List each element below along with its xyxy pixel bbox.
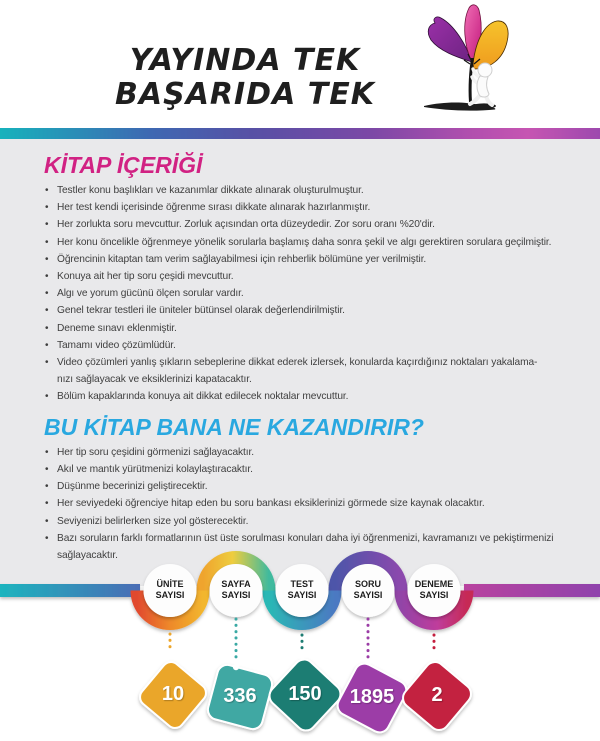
- quill-feathers-logo-icon: [418, 2, 518, 124]
- bullet-item: • Her test kendi içerisinde öğrenme sırası dikkate alınarak hazırlanmıştır.: [44, 201, 576, 215]
- bullet-item: • Her zorlukta soru mevcuttur. Zorluk açısından orta düzeydedir. Zor soru oranı %20'dir.: [44, 218, 576, 232]
- bullet-item: • Tamamı video çözümlüdür.: [44, 339, 576, 353]
- bullet-item: • Bölüm kapaklarında konuya ait dikkat edilecek noktalar mevcuttur.: [44, 390, 576, 404]
- bullet-item: • Deneme sınavı eklenmiştir.: [44, 322, 576, 336]
- bullet-item: • Akıl ve mantık yürütmenizi kolaylaştıracaktır.: [44, 463, 576, 477]
- bullet-item: • Konuya ait her tip soru çeşidi mevcuttur.: [44, 270, 576, 284]
- bullet-item-continuation: sağlayacaktır.: [57, 550, 118, 562]
- stat-value-sayfa: 336: [223, 685, 257, 707]
- bullet-item: • Her konu öncelikle öğrenmeye yönelik sorularla başlamış daha sonra şekil ve algı gerektiren sorulara geçilmiştir.: [44, 236, 576, 250]
- bullet-item: • Testler konu başlıkları ve kazanımlar dikkate alınarak oluşturulmuştur.: [44, 184, 576, 198]
- section-title-kitap-icerigi: KİTAP İÇERİĞİ: [44, 152, 203, 178]
- bullet-item: • Her seviyedeki öğrenciye hitap eden bu soru bankası eksiklerinizi görmede size kaynak olacaktır.: [44, 497, 576, 511]
- stat-label-sayfa: SAYFA SAYISI: [221, 579, 251, 600]
- content-panel: [0, 139, 600, 586]
- stats-ribbon-graphic: [0, 538, 600, 741]
- stat-label-unite: ÜNİTE SAYISI: [155, 579, 185, 600]
- ribbon-bar-left: [0, 584, 140, 597]
- ribbon-bar-right: [464, 584, 600, 597]
- bullet-item: • Seviyenizi belirlerken size yol gösterecektir.: [44, 515, 576, 529]
- title-line-2: BAŞARIDA TEK: [115, 77, 375, 112]
- bullet-item: • Video çözümleri yanlış şıkların sebeplerine dikkat ederek izlersek, konularda kaçırdığınız noktaları yakalama-: [44, 356, 576, 370]
- stat-value-soru: 1895: [349, 686, 395, 708]
- stat-label-deneme: DENEME SAYISI: [414, 579, 454, 600]
- figure-holding-quill: [470, 63, 492, 105]
- bullet-item: • Genel tekrar testleri ile üniteler bütünsel olarak değerlendirilmiştir.: [44, 304, 576, 318]
- bullet-item: • Öğrencinin kitaptan tam verim sağlayabilmesi için rehberlik bölümüne yer verilmiştir.: [44, 253, 576, 267]
- bullet-item: • Algı ve yorum gücünü ölçen sorular vardır.: [44, 287, 576, 301]
- page-title: [90, 44, 400, 112]
- bullet-item: • Düşünme becerinizi geliştirecektir.: [44, 480, 576, 494]
- bullet-item: • Her tip soru çeşidini görmenizi sağlayacaktır.: [44, 446, 576, 460]
- stat-value-deneme: 2: [431, 684, 443, 706]
- stat-label-soru: SORU SAYISI: [353, 579, 383, 600]
- stat-value-test: 150: [288, 683, 322, 705]
- section-title-kazandirir: BU KİTAP BANA NE KAZANDIRIR?: [44, 413, 424, 440]
- stat-label-test: TEST SAYISI: [287, 579, 317, 600]
- bullet-item-continuation: nızı sağlayacak ve eksiklerinizi kapatacaktır.: [57, 374, 252, 386]
- title-line-1: YAYINDA TEK: [129, 43, 361, 78]
- stat-value-unite: 10: [161, 683, 185, 705]
- kitap-icerigi-list: [44, 184, 576, 405]
- rainbow-divider-bar: [0, 128, 600, 139]
- bullet-item: • Bazı soruların farklı formatlarının üst üste sorulması konuları daha iyi öğrenmenizi, kavramanızı ve pekiştirmenizi: [44, 532, 576, 546]
